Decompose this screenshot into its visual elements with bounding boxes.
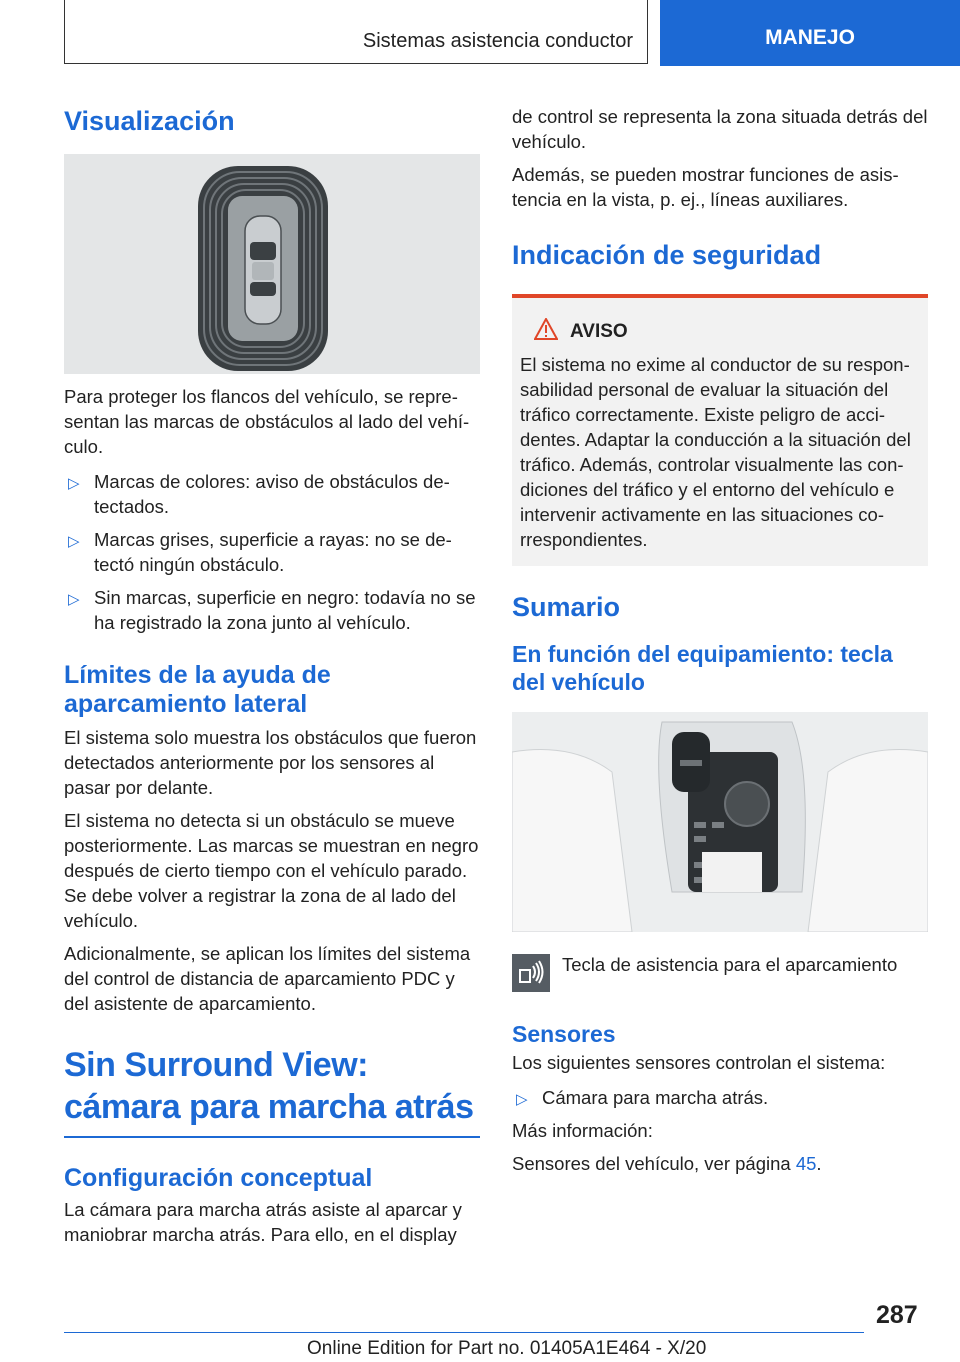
right-column bbox=[512, 96, 928, 1176]
header-chapter-label: MANEJO bbox=[765, 26, 855, 49]
parking-key-legend bbox=[512, 952, 928, 992]
continuation-paragraph-1: de control se representa la zona situada detrás del vehículo. bbox=[512, 106, 928, 152]
figure-center-console bbox=[512, 712, 928, 932]
center-console-illustration bbox=[512, 712, 928, 932]
heading-seguridad: Indicación de seguridad bbox=[512, 240, 822, 270]
sensores-reference: Sensores del vehículo, ver página 45. bbox=[512, 1153, 822, 1174]
sensores-paragraph: Los siguientes sensores controlan el sistema: bbox=[512, 1052, 886, 1073]
limites-paragraph-3: Adicionalmente, se aplican los límites del sistema del control de distancia de aparcamiento PDC y del asistente de aparcamiento. bbox=[64, 943, 471, 1014]
heading-visualizacion: Visualización bbox=[64, 106, 235, 136]
triangle-right-icon: ▷ bbox=[68, 475, 80, 492]
heading-surround-view: Sin Surround View: cámara para marcha atrás bbox=[64, 1046, 474, 1126]
parking-key-caption: Tecla de asistencia para el aparcamiento bbox=[562, 954, 898, 975]
list-item: ▷ Marcas grises, superficie a rayas: no se detectó ningún obstáculo. bbox=[68, 529, 452, 575]
warning-text: El sistema no exime al conductor de su responsabilidad personal de evaluar la situación del tráfico correctamente. Existe peligro de accidentes. Adaptar la conducción a la situación del tráfico. Además, controlar visualmente las condiciones del tráfico y el entorno del vehículo e intervenir activamente en las situaciones correspondientes. bbox=[520, 354, 911, 550]
visualizacion-intro: Para proteger los flancos del vehículo, se representan las marcas de obstáculos al lado del vehículo. bbox=[64, 386, 470, 457]
limites-paragraph-2: El sistema no detecta si un obstáculo se mueve posteriormente. Las marcas se muestran en negro después de cierto tiempo con el vehículo parado. Se debe volver a registrar la zona de al lado del vehículo. bbox=[64, 810, 479, 931]
side-protection-illustration bbox=[64, 154, 480, 374]
heading-configuracion: Configuración conceptual bbox=[64, 1164, 373, 1192]
footer-divider bbox=[64, 1332, 864, 1333]
header-section-box bbox=[64, 0, 648, 64]
figure-side-protection-display bbox=[64, 154, 480, 374]
sensores-more-info: Más información: bbox=[512, 1120, 653, 1141]
page-reference-link[interactable]: 45 bbox=[795, 1153, 817, 1174]
list-item: ▷ Marcas de colores: aviso de obstáculos detectados. bbox=[68, 471, 450, 517]
continuation-paragraph-2: Además, se pueden mostrar funciones de asistencia en la vista, p. ej., líneas auxiliares. bbox=[512, 164, 899, 210]
left-column bbox=[64, 96, 480, 1247]
configuracion-paragraph: La cámara para marcha atrás asiste al aparcar y maniobrar marcha atrás. Para ello, en el display bbox=[64, 1199, 462, 1245]
warning-box bbox=[512, 294, 928, 566]
heading-tecla-vehiculo: En función del equipamiento: tecla del vehículo bbox=[512, 641, 893, 695]
header-section-title: Sistemas asistencia conductor bbox=[362, 30, 633, 52]
sensores-bullet-list bbox=[512, 1085, 928, 1110]
warning-title-row bbox=[520, 318, 920, 346]
warning-triangle-icon bbox=[534, 318, 558, 346]
page-number: 287 bbox=[876, 1301, 918, 1329]
heading-sensores: Sensores bbox=[512, 1021, 616, 1047]
heading-sumario: Sumario bbox=[512, 592, 621, 622]
visualizacion-bullet-list bbox=[64, 469, 480, 635]
limites-paragraph-1: El sistema solo muestra los obstáculos que fueron detectados anteriormente por los sensores al pasar por delante. bbox=[64, 727, 477, 798]
list-item: ▷ Cámara para marcha atrás. bbox=[512, 1085, 928, 1110]
heading-limites: Límites de la ayuda de aparcamiento lateral bbox=[64, 661, 331, 718]
footer-edition: Online Edition for Part no. 01405A1E464 - X/20 bbox=[307, 1338, 707, 1359]
list-item: ▷ Sin marcas, superficie en negro: todavía no se ha registrado la zona junto al vehículo. bbox=[68, 587, 476, 633]
triangle-right-icon: ▷ bbox=[68, 533, 80, 550]
parking-assist-key-icon bbox=[512, 954, 550, 992]
page-header bbox=[0, 0, 960, 66]
triangle-right-icon: ▷ bbox=[68, 591, 80, 608]
warning-title: AVISO bbox=[570, 321, 628, 342]
triangle-right-icon: ▷ bbox=[516, 1091, 528, 1108]
header-chapter-tab bbox=[660, 0, 960, 66]
surround-heading-block bbox=[64, 1044, 480, 1138]
